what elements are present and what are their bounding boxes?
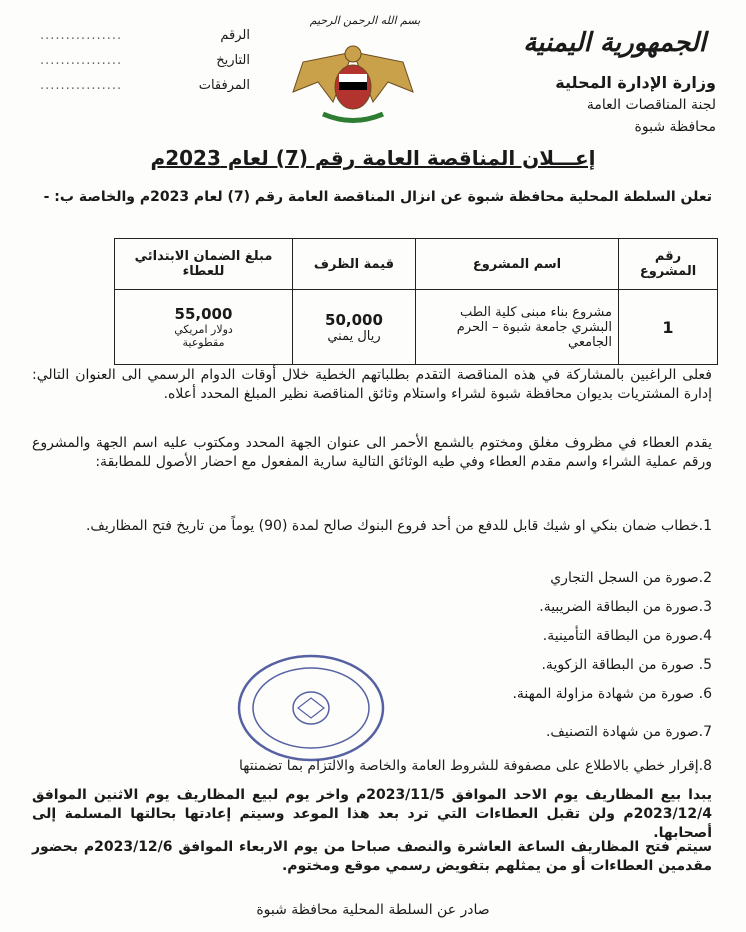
field-date (40, 53, 250, 68)
guarantee-value: 55,000 (174, 305, 233, 323)
republic-name: الجمهورية اليمنية (523, 28, 706, 58)
projects-table (114, 238, 718, 365)
letterhead-right (476, 28, 716, 138)
field-number-value: ................ (40, 28, 123, 43)
bismillah: بسم الله الرحمن الرحيم (309, 14, 421, 27)
opening-notice: سيتم فتح المظاريف الساعة العاشرة والنصف صباحا من يوم الاربعاء الموافق 2023/12/6م بحضور مقدمين العطاءات أو من يمثلهم بتفويض رسمي موقع ومختوم. (32, 839, 712, 874)
sale-notice: يبدا بيع المظاريف يوم الاحد الموافق 2023/11/5م واخر يوم لبيع المظاريف يوم الاثنين الموافق 2023/12/4م ولن تقبل العطاءات التي ترد بعد هذا الموعد وسيتم إعادتها بحالتها المسلمة إلى أصحابها. (32, 787, 713, 841)
official-stamp-icon (236, 652, 386, 764)
requirement-5: 5. صورة من البطاقة الزكوية. (541, 657, 712, 673)
field-attachments-value: ................ (40, 78, 123, 93)
issuer-footer: صادر عن السلطة المحلية محافظة شبوة (256, 902, 490, 918)
intro-paragraph: تعلن السلطة المحلية محافظة شبوة عن انزال المناقصة العامة رقم (7) لعام 2023م والخاصة ب: - (43, 189, 712, 205)
col-guarantee: مبلغ الضمان الابتدائي للعطاء (115, 239, 293, 290)
field-date-label: التاريخ (216, 53, 250, 68)
field-date-value: ................ (40, 53, 123, 68)
requirement-1: 1.خطاب ضمان بنكي او شيك قابل للدفع من أحد فروع البنوك صالح لمدة (90) يوماً من تاريخ فتح المظاريف. (85, 518, 712, 534)
field-attachments (40, 78, 250, 93)
envelope-value: 50,000 (325, 310, 383, 329)
table-row (115, 290, 718, 365)
envelope-currency: ريال يمني (327, 328, 381, 344)
envelope-cell (293, 290, 416, 365)
field-number-label: الرقم (220, 28, 250, 43)
ministry-name: وزارة الإدارة المحلية (555, 73, 716, 92)
committee-name: لجنة المناقصات العامة (586, 97, 716, 113)
paragraph-application: فعلى الراغبين بالمشاركة في هذه المناقصة التقدم بطلباتهم الخطية خلال أوقات الدوام الرسمي الى العنوان التالي: إدارة المشتريات بديوان محافظة شبوة لشراء واستلام وثائق المناقصة نظير المبلغ المحدد أعلاه. (32, 367, 712, 402)
requirement-3: 3.صورة من البطاقة الضريبية. (539, 599, 712, 615)
field-attachments-label: المرفقات (198, 78, 250, 93)
guarantee-cell (115, 290, 293, 365)
requirement-6: 6. صورة من شهادة مزاولة المهنة. (512, 686, 712, 702)
project-name: مشروع بناء مبنى كلية الطب البشري جامعة شبوة – الحرم الجامعي (416, 290, 619, 365)
requirement-2: 2.صورة من السجل التجاري (550, 570, 712, 586)
announcement-title: إعـــلان المناقصة العامة رقم (7) لعام 2023م (150, 146, 596, 170)
col-project-number: رقم المشروع (619, 239, 718, 290)
project-number: 1 (619, 290, 718, 365)
governorate-name: محافظة شبوة (634, 119, 716, 135)
requirement-7: 7.صورة من شهادة التصنيف. (545, 724, 712, 740)
table-header-row (115, 239, 718, 290)
guarantee-type: مقطوعية (182, 336, 225, 349)
requirement-4: 4.صورة من البطاقة التأمينية. (542, 628, 712, 644)
col-envelope-value: قيمة الظرف (293, 239, 416, 290)
paragraph-submission: يقدم العطاء في مظروف مغلق ومختوم بالشمع الأحمر الى عنوان الجهة المحدد ومكتوب عليه اسم الجهة والمشروع ورقم عملية الشراء واسم مقدم العطاء وفي طيه الوثائق التالية سارية المفعول مع احضار الأصول للمطابقة: (32, 435, 712, 470)
col-project-name: اسم المشروع (416, 239, 619, 290)
yemen-eagle-emblem-icon (283, 32, 423, 132)
guarantee-currency: دولار امريكي (174, 323, 233, 336)
requirement-8: 8.إقرار خطي بالاطلاع على مصفوفة للشروط العامة والخاصة والالتزام بما تضمنتها (238, 758, 712, 774)
field-number (40, 28, 250, 43)
reference-fields (40, 28, 250, 103)
